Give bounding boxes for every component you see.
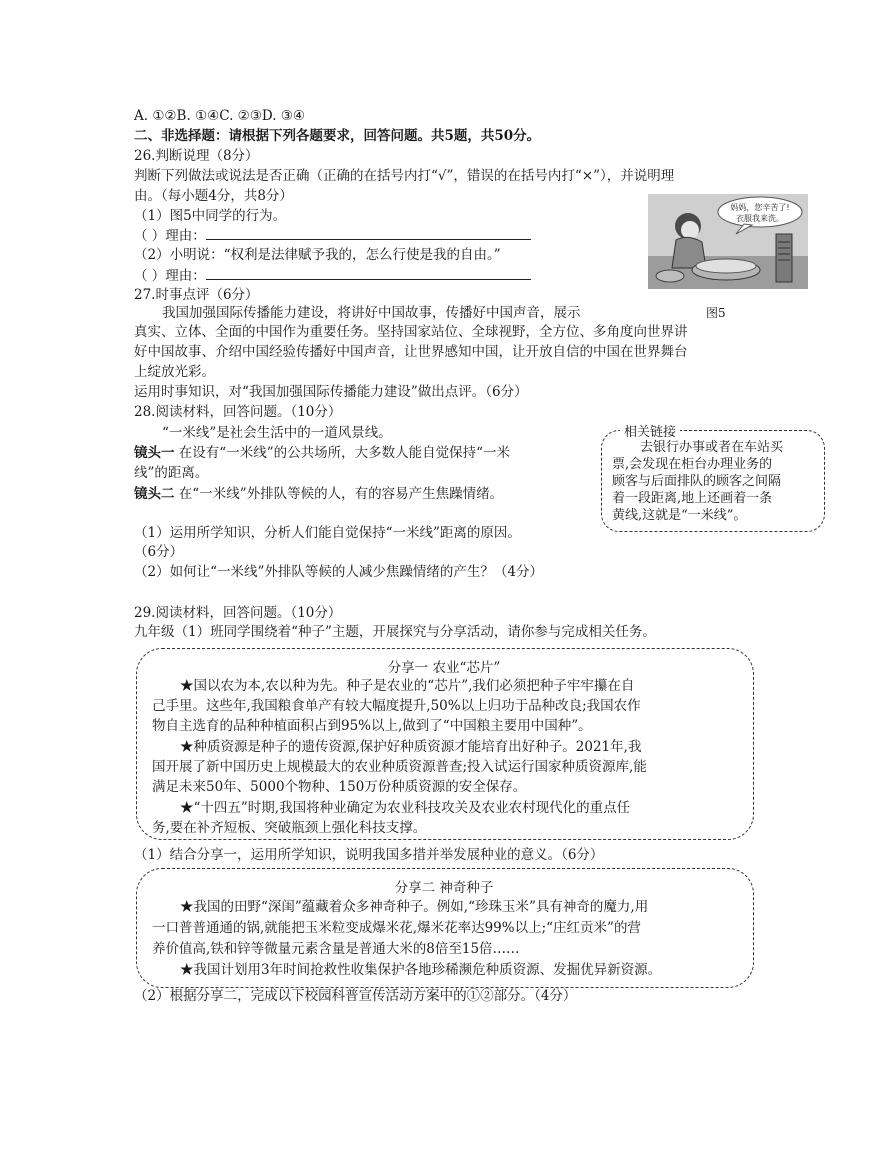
q26-intro-2: 由。（每小题4分，共8分） <box>134 188 293 204</box>
share-2-line: ★我国计划用3年时间抢救性收集保护各地珍稀濒危种质资源、发掘优异新资源。 <box>180 962 662 978</box>
lens-2-label: 镜头二 <box>134 486 175 502</box>
q29-sub-1: （1）结合分享一，运用所学知识，说明我国多措并举发展种业的意义。（6分） <box>134 847 604 863</box>
share-2-title: 分享二 神奇种子 <box>394 880 494 896</box>
share-2-line: 养价值高,铁和锌等微量元素含量是普通大米的8倍至15倍…… <box>152 941 520 957</box>
q26-reason-1 <box>134 225 531 246</box>
section-two-heading: 二、非选择题：请根据下列各题要求，回答问题。共5题，共50分。 <box>134 128 541 144</box>
share-1-line: 满足未来50年、5000个物种、150万份种质资源的安全保存。 <box>152 779 527 795</box>
lens-1-label: 镜头一 <box>134 445 175 461</box>
q28-sub-2: （2）如何让“一米线”外排队等候的人减少焦躁情绪的产生？（4分） <box>134 564 543 580</box>
lens-1-text: 在设有“一米线”的公共场所，大多数人能自觉保持“一米 <box>174 445 510 461</box>
q27-paragraph-line-1: 我国加强国际传播能力建设，将讲好中国故事，传播好中国声音，展示 <box>162 305 581 321</box>
q27-paragraph-line-2: 真实、立体、全面的中国作为重要任务。坚持国家站位、全球视野，全方位、多角度向世界讲 <box>134 324 688 340</box>
q29-title: 29.阅读材料，回答问题。（10分） <box>134 605 342 621</box>
share-1-line: 国开展了新中国历史上规模最大的农业种质资源普查;投入试运行国家种质资源库,能 <box>152 759 647 775</box>
figure-5-illustration <box>648 194 808 302</box>
share-1-line: ★国以农为本,农以种为先。种子是农业的“芯片”,我们必须把种子牢牢攥在自 <box>180 678 635 694</box>
reason-label: （ ）理由： <box>134 228 206 244</box>
share-1-line: ★种质资源是种子的遗传资源,保护好种质资源才能培育出好种子。2021年,我 <box>180 739 642 755</box>
q29-intro: 九年级（1）班同学围绕着“种子”主题，开展探究与分享活动，请你参与完成相关任务。 <box>134 624 656 640</box>
share-1-line: 物自主选育的品种种植面积占到95%以上,做到了“中国粮主要用中国种”。 <box>152 718 592 734</box>
q26-title: 26.判断说理（8分） <box>134 148 259 164</box>
fig-bubble-text-2: 衣服我来洗。 <box>736 214 784 223</box>
q26-reason-2 <box>134 265 531 286</box>
reason-label: （ ）理由： <box>134 268 206 284</box>
share-1-line: ★“十四五”时期,我国将种业确定为农业科技攻关及农业农村现代化的重点任 <box>180 800 631 816</box>
share-1-line: 务,要在补齐短板、突破瓶颈上强化科技支撑。 <box>152 820 427 836</box>
q29-sub-2: （2）根据分享二，完成以下校园科普宣传活动方案中的①②部分。（4分） <box>134 988 577 1004</box>
answer-line[interactable] <box>206 265 531 280</box>
related-link-line: 顾客与后面排队的顾客之间隔 <box>612 474 782 489</box>
q26-intro-1: 判断下列做法或说法是否正确（正确的在括号内打“√”，错误的在括号内打“×”），并说明理 <box>134 168 675 184</box>
q26-item-1: （1）图5中同学的行为。 <box>134 208 287 224</box>
q27-paragraph-line-4: 上绽放光彩。 <box>134 364 215 380</box>
q27-task: 运用时事知识，对“我国加强国际传播能力建设”做出点评。（6分） <box>134 384 528 400</box>
q28-lens-1 <box>134 443 510 463</box>
q28-lens-2 <box>134 484 503 504</box>
related-link-line: 票,会发现在柜台办理业务的 <box>612 457 773 472</box>
q27-title: 27.时事点评（6分） <box>134 287 259 303</box>
related-link-line: 黄线,这就是“一米线”。 <box>612 508 747 523</box>
fig-bubble-text-1: 妈妈，您辛苦了! <box>730 203 790 212</box>
related-link-title: 相关链接 <box>620 421 680 440</box>
options-line: A. ①②B. ①④C. ②③D. ③④ <box>134 108 306 124</box>
q28-intro: “一米线”是社会生活中的一道风景线。 <box>162 425 392 441</box>
share-1-line: 己手里。这些年,我国粮食单产有较大幅度提升,50%以上归功于品种改良;我国农作 <box>152 698 641 714</box>
q26-item-2: （2）小明说：“权利是法律赋予我的，怎么行使是我的自由。” <box>134 247 501 263</box>
related-link-line: 着一段距离,地上还画着一条 <box>612 491 773 506</box>
q28-sub-1-score: （6分） <box>134 544 184 560</box>
lens-2-text: 在“一米线”外排队等候的人，有的容易产生焦躁情绪。 <box>174 486 504 502</box>
answer-line[interactable] <box>206 225 531 240</box>
related-link-line: 去银行办事或者在车站买 <box>640 440 784 455</box>
share-2-line: ★我国的田野“深闺”蕴藏着众多神奇种子。例如,“珍珠玉米”具有神奇的魔力,用 <box>180 899 649 915</box>
q28-lens-1-cont: 线”的距离。 <box>134 465 209 481</box>
q28-title: 28.阅读材料，回答问题。（10分） <box>134 404 342 420</box>
figure-5-caption: 图5 <box>706 306 726 320</box>
q27-paragraph-line-3: 好中国故事、介绍中国经验传播好中国声音，让世界感知中国，让开放自信的中国在世界舞台 <box>134 344 688 360</box>
share-1-title: 分享一 农业“芯片” <box>387 660 501 676</box>
share-2-line: 一口普普通通的锅,就能把玉米粒变成爆米花,爆米花率达99%以上;“庄红贡米”的营 <box>152 920 641 936</box>
q28-sub-1: （1）运用所学知识，分析人们能自觉保持“一米线”距离的原因。 <box>134 525 521 541</box>
